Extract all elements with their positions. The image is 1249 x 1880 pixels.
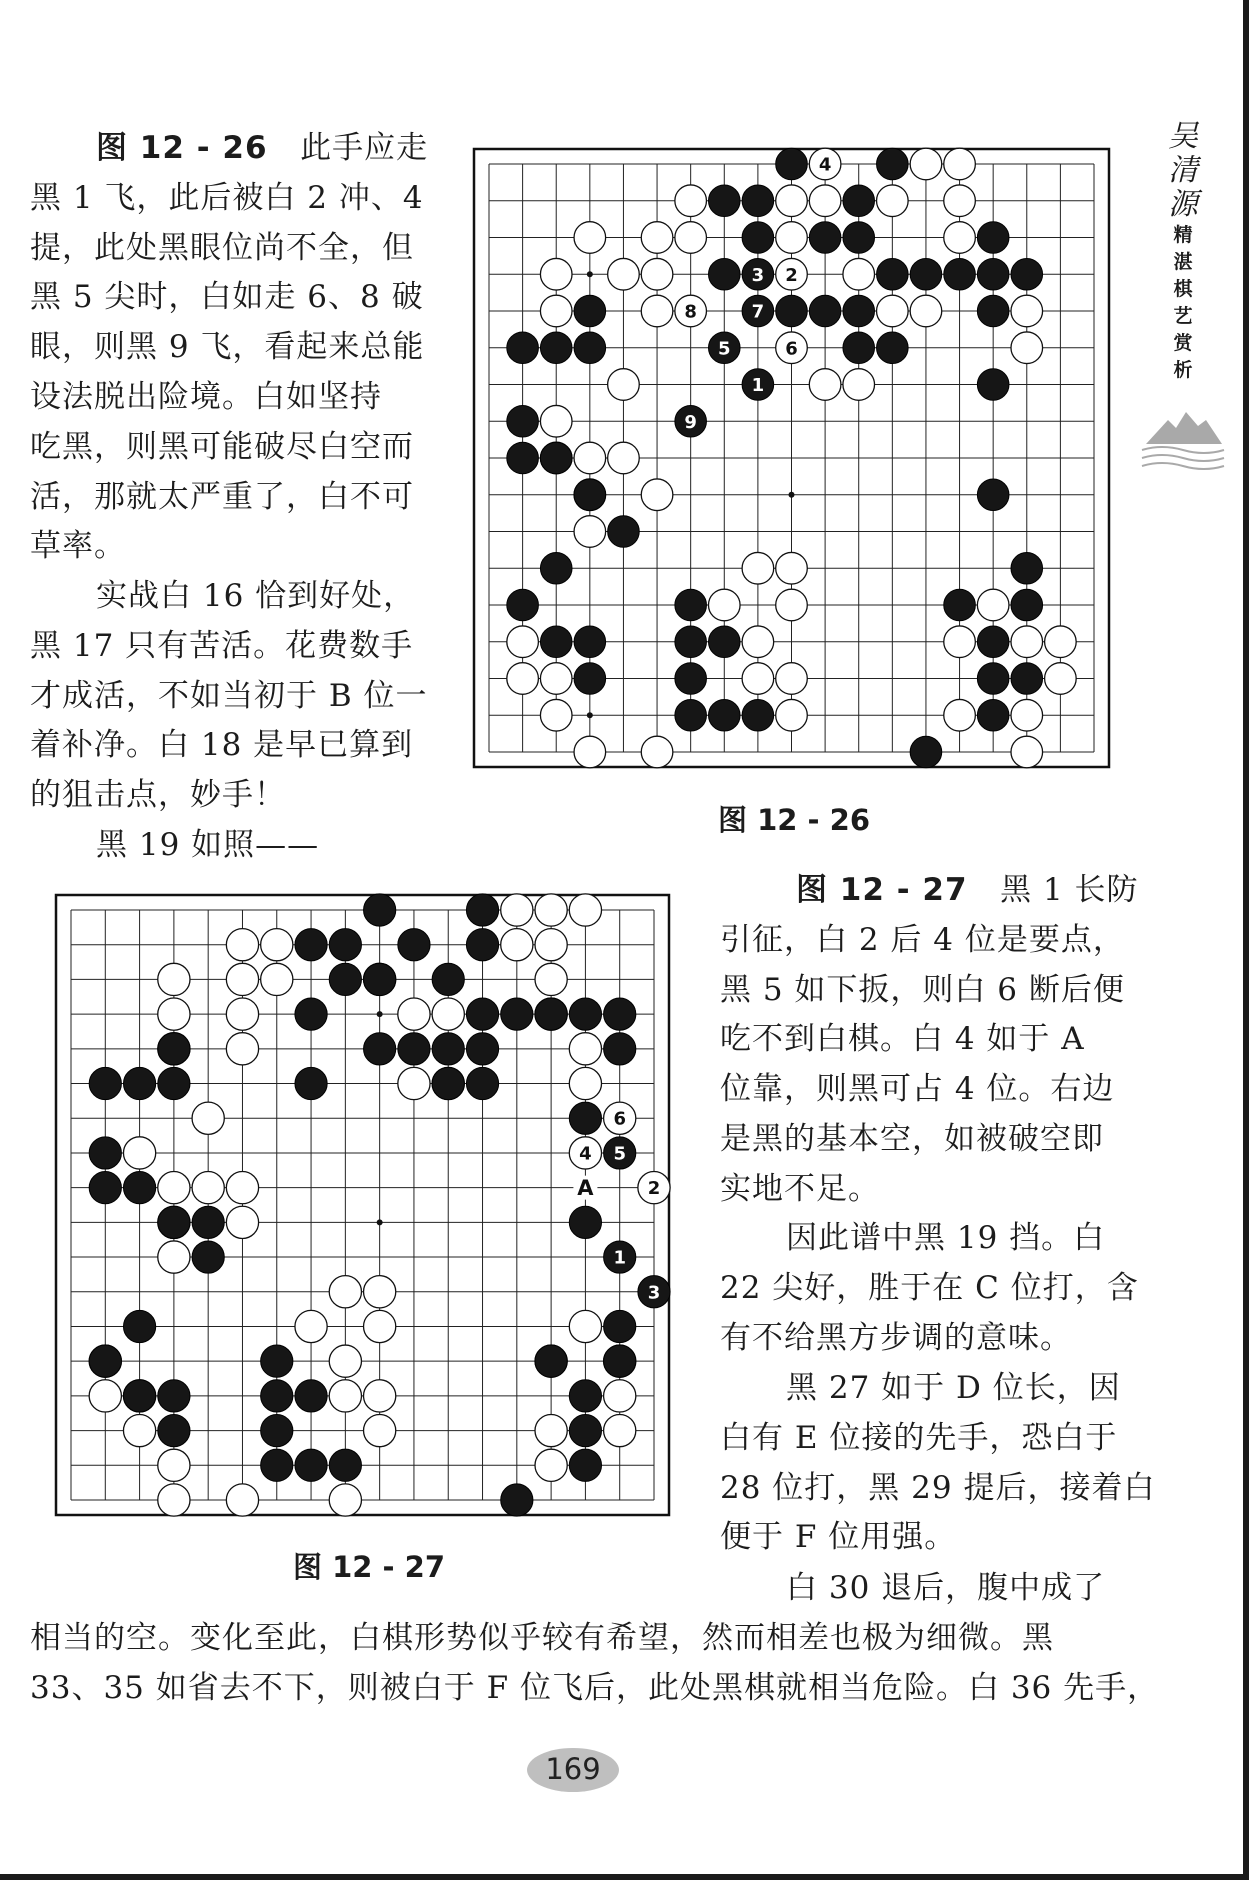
- fig27-line: 吃不到白棋。白 4 如于 A: [720, 1021, 1085, 1058]
- black-stone: [809, 222, 841, 254]
- white-stone: [540, 258, 572, 290]
- fig27-line: 黑 5 如下扳，则白 6 断后便: [720, 971, 1125, 1008]
- black-stone: [608, 516, 640, 548]
- black-stone: [540, 332, 572, 364]
- star-point: [377, 1219, 383, 1225]
- white-stone: [226, 1033, 258, 1065]
- reason-commentary: [720, 1214, 1140, 1363]
- black27-line: 28 位打，黑 29 提后，接着白: [720, 1469, 1156, 1506]
- white-stone: [574, 222, 606, 254]
- white-stone: [226, 998, 258, 1030]
- white-stone: [641, 222, 673, 254]
- fig26-line: 吃黑，则黑可能破尽白空而: [30, 428, 414, 465]
- board-grid: [71, 910, 654, 1500]
- black-stone: [1011, 258, 1043, 290]
- white-stone: [608, 442, 640, 474]
- white-stone: [944, 185, 976, 217]
- black-stone: [364, 894, 396, 926]
- black-stone: [708, 626, 740, 658]
- black-stone: [877, 148, 909, 180]
- white-stone: [261, 929, 293, 961]
- side-title: [1138, 120, 1228, 470]
- black-stone: [466, 894, 498, 926]
- white-stone: [574, 736, 606, 768]
- fig27-line: 引征，白 2 后 4 位是要点，: [720, 921, 1125, 958]
- white-stone: [364, 1380, 396, 1412]
- white-stone: [1011, 699, 1043, 731]
- white-stone: [535, 929, 567, 961]
- white-stone: [843, 369, 875, 401]
- black-stone: [574, 332, 606, 364]
- black-stone: [910, 258, 942, 290]
- black-stone: [675, 626, 707, 658]
- black-stone: [89, 1172, 121, 1204]
- black-stone: [123, 1067, 155, 1099]
- black-stone: [569, 1414, 601, 1446]
- scan-border-bottom: [0, 1874, 1249, 1880]
- black-stone: [466, 1033, 498, 1065]
- fig26-commentary: [30, 124, 430, 572]
- black-stone: [432, 1067, 464, 1099]
- black-stone: [708, 258, 740, 290]
- white-stone: [910, 148, 942, 180]
- black-stone: [158, 1414, 190, 1446]
- black27-line: 黑 27 如于 D 位长，因: [786, 1370, 1121, 1406]
- move-number: 2: [647, 1178, 661, 1200]
- move-number: 5: [718, 338, 731, 360]
- black-stone: [569, 1449, 601, 1481]
- white-stone: [809, 369, 841, 401]
- white-stone: [261, 963, 293, 995]
- fig27-caption: 图 12 - 27: [293, 1550, 446, 1584]
- fig26-commentary-label: 图 12 - 26: [96, 130, 268, 166]
- black-stone: [843, 295, 875, 327]
- black-stone: [192, 1241, 224, 1273]
- black-stone: [944, 589, 976, 621]
- white-stone: [1011, 295, 1043, 327]
- black-stone: [295, 998, 327, 1030]
- black-stone: [432, 963, 464, 995]
- black-stone: [295, 1067, 327, 1099]
- white-stone: [329, 1345, 361, 1377]
- white-stone: [158, 1484, 190, 1516]
- black-stone: [261, 1380, 293, 1412]
- reason-line: 因此谱中黑 19 挡。白: [786, 1220, 1106, 1256]
- black-stone: [675, 663, 707, 695]
- white-stone: [944, 626, 976, 658]
- black-stone: [776, 295, 808, 327]
- black-stone: [501, 998, 533, 1030]
- white-stone: [540, 663, 572, 695]
- white-stone: [1011, 736, 1043, 768]
- black-stone: [574, 295, 606, 327]
- white-stone: [641, 258, 673, 290]
- black-stone: [364, 1033, 396, 1065]
- white-stone: [1011, 332, 1043, 364]
- white-stone: [1045, 626, 1077, 658]
- white-stone: [944, 222, 976, 254]
- black-stone: [507, 589, 539, 621]
- black19-line: 黑 19 如照——: [96, 826, 320, 863]
- fig27-line: 实地不足。: [720, 1170, 880, 1207]
- black-stone: [604, 1310, 636, 1342]
- white-stone: [540, 699, 572, 731]
- black-stone: [540, 552, 572, 584]
- white-stone: [776, 699, 808, 731]
- move-number: 6: [613, 1108, 626, 1130]
- white-stone: [158, 963, 190, 995]
- move-number: 4: [818, 154, 832, 176]
- fig26-line: 提，此处黑眼位尚不全，但: [30, 229, 414, 266]
- white-stone: [535, 1449, 567, 1481]
- go-board-fig-12-27: [55, 894, 670, 1516]
- reason-line: 有不给黑方步调的意味。: [720, 1319, 1072, 1356]
- black-stone: [977, 626, 1009, 658]
- white-stone: [569, 1033, 601, 1065]
- fig27-commentary-label: 图 12 - 27: [796, 872, 968, 908]
- move-number: 3: [751, 264, 765, 286]
- white-stone: [877, 185, 909, 217]
- white-stone: [364, 1414, 396, 1446]
- white-stone: [507, 663, 539, 695]
- white-stone: [295, 1310, 327, 1342]
- fig26-line: 活，那就太严重了，白不可: [30, 478, 414, 515]
- board-letter-mark: A: [577, 1176, 594, 1201]
- white-stone: [977, 589, 1009, 621]
- white-stone: [329, 1484, 361, 1516]
- fig26-line: 设法脱出险境。白如坚持: [30, 378, 382, 415]
- black-stone: [742, 222, 774, 254]
- white-stone: [569, 1067, 601, 1099]
- black-stone: [295, 1449, 327, 1481]
- black-stone: [944, 258, 976, 290]
- white-stone: [540, 405, 572, 437]
- move-number: 9: [684, 411, 697, 433]
- white-stone: [1011, 626, 1043, 658]
- closing-line: 白 30 退后，腹中成了: [786, 1570, 1106, 1606]
- white-stone: [158, 998, 190, 1030]
- black-stone: [329, 929, 361, 961]
- black-stone: [1011, 552, 1043, 584]
- black-stone: [158, 1206, 190, 1238]
- black-stone: [329, 1449, 361, 1481]
- white-stone: [608, 258, 640, 290]
- black-stone: [742, 699, 774, 731]
- black-stone: [535, 998, 567, 1030]
- go-board-fig-12-26: [473, 148, 1110, 768]
- move-number: 1: [613, 1247, 626, 1269]
- move-number: 3: [647, 1282, 661, 1304]
- side-title-author: 吴 清 源: [1168, 119, 1198, 222]
- black-stone: [977, 369, 1009, 401]
- black-stone: [977, 295, 1009, 327]
- black-stone: [261, 1414, 293, 1446]
- black-stone: [89, 1137, 121, 1169]
- black-stone: [742, 185, 774, 217]
- white-stone: [604, 1414, 636, 1446]
- black-stone: [977, 258, 1009, 290]
- white-stone: [776, 222, 808, 254]
- black-stone: [977, 699, 1009, 731]
- white-stone: [877, 295, 909, 327]
- black-stone: [123, 1380, 155, 1412]
- black-stone: [604, 1033, 636, 1065]
- white-stone: [910, 295, 942, 327]
- black-stone: [675, 699, 707, 731]
- white-stone: [226, 1206, 258, 1238]
- black-stone: [977, 663, 1009, 695]
- white-stone: [226, 1484, 258, 1516]
- fig26-line: 黑 1 飞，此后被白 2 冲、4: [30, 179, 424, 216]
- white-stone: [641, 295, 673, 327]
- black-stone: [540, 442, 572, 474]
- white-stone: [535, 894, 567, 926]
- black-stone: [776, 148, 808, 180]
- move-number: 7: [751, 301, 765, 323]
- fig26-line: 此手应走: [300, 130, 429, 166]
- white-stone: [1045, 663, 1077, 695]
- star-point: [377, 1011, 383, 1017]
- black-stone: [261, 1449, 293, 1481]
- scan-border-right: [1243, 0, 1249, 1880]
- black-stone: [329, 963, 361, 995]
- black-stone: [569, 1206, 601, 1238]
- black-stone: [574, 479, 606, 511]
- black-stone: [877, 332, 909, 364]
- white-stone: [569, 894, 601, 926]
- white-stone: [364, 1310, 396, 1342]
- white-stone: [809, 185, 841, 217]
- battle-line: 实战白 16 恰到好处，: [96, 578, 416, 614]
- white-stone: [535, 963, 567, 995]
- white-stone: [507, 626, 539, 658]
- white-stone: [944, 699, 976, 731]
- page-number: 169: [545, 1752, 601, 1786]
- white-stone: [776, 185, 808, 217]
- black-stone: [1011, 589, 1043, 621]
- white-stone: [843, 258, 875, 290]
- white-stone: [776, 663, 808, 695]
- side-title-series: 精 湛 棋 艺 赏 析: [1173, 224, 1193, 381]
- black-stone: [574, 626, 606, 658]
- black-stone: [507, 332, 539, 364]
- black27-line: 白有 E 位接的先手，恐白于: [720, 1419, 1118, 1456]
- white-stone: [158, 1449, 190, 1481]
- black-stone: [574, 663, 606, 695]
- white-stone: [192, 1102, 224, 1134]
- black-stone: [569, 1102, 601, 1134]
- fig26-line: 黑 5 尖时，白如走 6、8 破: [30, 279, 424, 316]
- fig27-line: 黑 1 长防: [1000, 872, 1139, 908]
- move-number: 5: [613, 1143, 626, 1165]
- black-stone: [295, 929, 327, 961]
- white-stone: [192, 1172, 224, 1204]
- white-stone: [776, 552, 808, 584]
- black-stone: [843, 185, 875, 217]
- black-stone: [535, 1345, 567, 1377]
- white-stone: [708, 589, 740, 621]
- black-stone: [398, 1033, 430, 1065]
- battle-commentary: [30, 572, 430, 871]
- black-stone: [466, 998, 498, 1030]
- battle-line: 的狙击点，妙手！: [30, 777, 286, 814]
- black-stone: [910, 736, 942, 768]
- white-stone: [226, 963, 258, 995]
- move-number: 8: [684, 301, 697, 323]
- white-stone: [432, 998, 464, 1030]
- black-stone: [604, 1345, 636, 1377]
- black-stone: [158, 1067, 190, 1099]
- black-stone: [398, 929, 430, 961]
- white-stone: [329, 1380, 361, 1412]
- fig27-line: 是黑的基本空，如被破空即: [720, 1120, 1104, 1157]
- white-stone: [944, 148, 976, 180]
- black-stone: [295, 1380, 327, 1412]
- black-stone: [569, 1380, 601, 1412]
- closing-commentary: [30, 1614, 1160, 1714]
- black-stone: [466, 929, 498, 961]
- black-stone: [877, 258, 909, 290]
- black-stone: [708, 185, 740, 217]
- star-point: [587, 712, 593, 718]
- black-stone: [158, 1033, 190, 1065]
- white-stone: [641, 479, 673, 511]
- black-stone: [1011, 663, 1043, 695]
- black-stone: [192, 1206, 224, 1238]
- black-stone: [89, 1067, 121, 1099]
- black-stone: [540, 626, 572, 658]
- white-stone: [226, 929, 258, 961]
- closing-line: 相当的空。变化至此，白棋形势似乎较有希望，然而相差也极为细微。黑: [30, 1620, 1054, 1656]
- battle-line: 黑 17 只有苦活。花费数手: [30, 627, 414, 664]
- black-stone: [123, 1172, 155, 1204]
- white-stone: [569, 1310, 601, 1342]
- battle-line: 着补净。白 18 是早已算到: [30, 727, 414, 764]
- black-stone: [364, 963, 396, 995]
- mountain-ornament-icon: [1138, 390, 1228, 470]
- black27-commentary: [720, 1364, 1156, 1563]
- black-stone: [261, 1345, 293, 1377]
- black-stone: [843, 332, 875, 364]
- fig27-commentary: [720, 866, 1139, 1215]
- white-stone: [398, 998, 430, 1030]
- black-stone: [675, 589, 707, 621]
- black-stone: [89, 1345, 121, 1377]
- black-stone: [507, 405, 539, 437]
- black27-line: 便于 F 位用强。: [720, 1519, 957, 1556]
- page-number-badge: [527, 1748, 619, 1792]
- black-stone: [432, 1033, 464, 1065]
- battle-line: 才成活，不如当初于 B 位一: [30, 677, 428, 714]
- white-stone: [574, 442, 606, 474]
- white-stone: [501, 894, 533, 926]
- white-stone: [226, 1172, 258, 1204]
- move-number: 4: [579, 1143, 592, 1165]
- white-stone: [158, 1172, 190, 1204]
- white-stone: [329, 1276, 361, 1308]
- closing-line: 33、35 如省去不下，则被白于 F 位飞后，此处黑棋就相当危险。白 36 先手，: [30, 1669, 1160, 1706]
- star-point: [789, 492, 795, 498]
- white-stone: [123, 1414, 155, 1446]
- white-stone: [675, 185, 707, 217]
- white-stone: [398, 1067, 430, 1099]
- black-stone: [843, 222, 875, 254]
- move-number: 6: [785, 338, 798, 360]
- reason-line: 22 尖好，胜于在 C 位打，含: [720, 1269, 1139, 1306]
- fig26-line: 草率。: [30, 528, 126, 565]
- white-stone: [641, 736, 673, 768]
- black-stone: [507, 442, 539, 474]
- black-stone: [158, 1380, 190, 1412]
- white-stone: [364, 1276, 396, 1308]
- star-point: [587, 271, 593, 277]
- white-stone: [675, 222, 707, 254]
- black-stone: [501, 1484, 533, 1516]
- white-stone: [535, 1414, 567, 1446]
- white-stone: [501, 929, 533, 961]
- white-stone: [158, 1241, 190, 1273]
- white-stone: [742, 626, 774, 658]
- black-stone: [123, 1310, 155, 1342]
- black-stone: [977, 479, 1009, 511]
- white-stone: [776, 589, 808, 621]
- black-stone: [466, 1067, 498, 1099]
- white-stone: [604, 1380, 636, 1412]
- white-stone: [123, 1137, 155, 1169]
- black-stone: [809, 295, 841, 327]
- white-stone: [574, 516, 606, 548]
- move-number: 2: [785, 264, 798, 286]
- black-stone: [604, 998, 636, 1030]
- white-stone: [742, 552, 774, 584]
- fig26-caption: 图 12 - 26: [718, 803, 871, 837]
- white-stone: [540, 295, 572, 327]
- move-number: 1: [751, 375, 765, 396]
- black-stone: [569, 998, 601, 1030]
- fig27-line: 位靠，则黑可占 4 位。右边: [720, 1071, 1115, 1108]
- white-stone: [742, 663, 774, 695]
- white-stone: [89, 1380, 121, 1412]
- black-stone: [708, 699, 740, 731]
- black-stone: [977, 222, 1009, 254]
- fig26-line: 眼，则黑 9 飞，看起来总能: [30, 329, 425, 366]
- white-stone: [608, 369, 640, 401]
